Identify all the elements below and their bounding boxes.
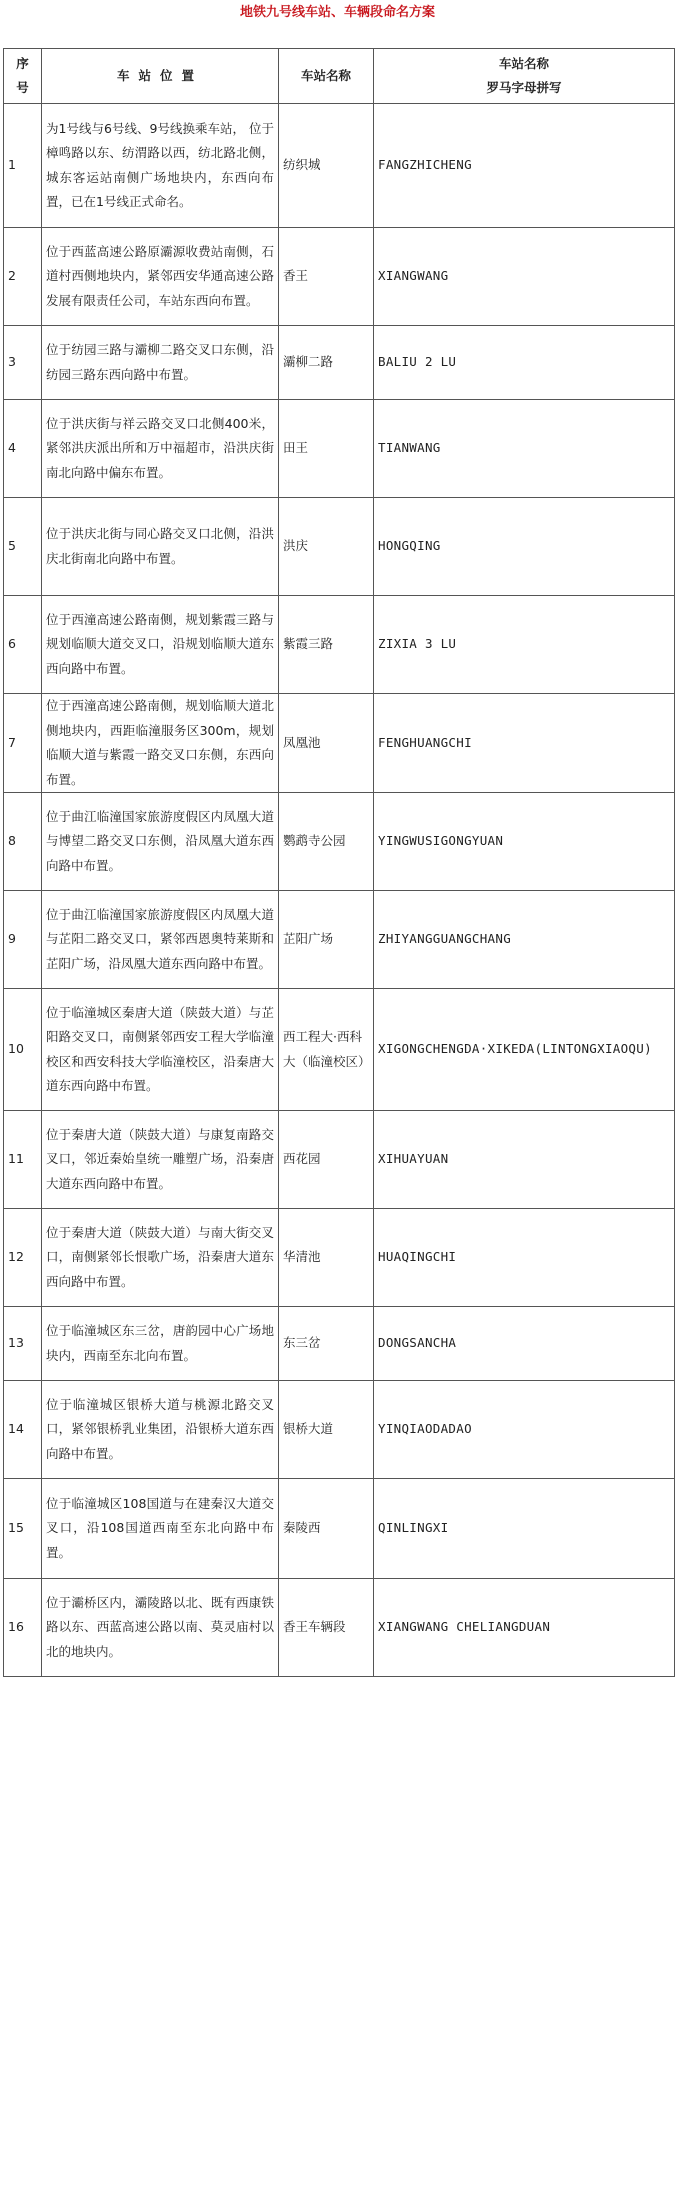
row-location: 位于曲江临潼国家旅游度假区内凤凰大道与芷阳二路交叉口，紧邻西恩奥特莱斯和芷阳广场，沿凤凰大道东西向路中布置。 (42, 891, 279, 989)
row-station-name: 凤凰池 (279, 694, 374, 793)
row-location: 位于西蓝高速公路原灞源收费站南侧，石道村西侧地块内，紧邻西安华通高速公路发展有限责任公司，车站东西向布置。 (42, 228, 279, 326)
row-number: 10 (4, 989, 42, 1111)
row-pinyin: BALIU 2 LU (374, 326, 675, 400)
row-number: 4 (4, 400, 42, 498)
table-row (4, 793, 675, 891)
row-pinyin: HUAQINGCHI (374, 1209, 675, 1307)
row-number: 5 (4, 498, 42, 596)
row-number: 6 (4, 596, 42, 694)
row-station-name: 紫霞三路 (279, 596, 374, 694)
row-location: 位于临潼城区银桥大道与桃源北路交叉口，紧邻银桥乳业集团，沿银桥大道东西向路中布置。 (42, 1381, 279, 1479)
row-station-name: 东三岔 (279, 1307, 374, 1381)
row-pinyin: FENGHUANGCHI (374, 694, 675, 793)
row-number: 8 (4, 793, 42, 891)
table-row (4, 1307, 675, 1381)
header-location-label: 车站位置 (116, 67, 203, 83)
row-station-name: 华清池 (279, 1209, 374, 1307)
row-number: 9 (4, 891, 42, 989)
row-location: 位于纺园三路与灞柳二路交叉口东侧，沿纺园三路东西向路中布置。 (42, 326, 279, 400)
row-number: 11 (4, 1111, 42, 1209)
row-pinyin: TIANWANG (374, 400, 675, 498)
row-location: 位于洪庆街与祥云路交叉口北侧400米，紧邻洪庆派出所和万中福超市，沿洪庆街南北向路中偏东布置。 (42, 400, 279, 498)
row-number: 2 (4, 228, 42, 326)
row-number: 14 (4, 1381, 42, 1479)
page-title: 地铁九号线车站、车辆段命名方案 (239, 5, 435, 20)
row-station-name: 鹦鹉寺公园 (279, 793, 374, 891)
row-pinyin: XIANGWANG (374, 228, 675, 326)
table-row (4, 1381, 675, 1479)
row-location: 位于临潼城区东三岔，唐韵园中心广场地块内，西南至东北向布置。 (42, 1307, 279, 1381)
row-station-name: 西工程大·西科大（临潼校区） (279, 989, 374, 1111)
table-row (4, 596, 675, 694)
header-serial-line2: 号 (16, 80, 29, 95)
row-number: 7 (4, 694, 42, 793)
table-row (4, 1479, 675, 1579)
row-pinyin: FANGZHICHENG (374, 104, 675, 228)
row-number: 16 (4, 1579, 42, 1677)
row-station-name: 秦陵西 (279, 1479, 374, 1579)
row-pinyin: XIGONGCHENGDA·XIKEDA(LINTONGXIAOQU) (374, 989, 675, 1111)
table-row (4, 400, 675, 498)
row-station-name: 香王 (279, 228, 374, 326)
row-station-name: 西花园 (279, 1111, 374, 1209)
row-pinyin: YINGWUSIGONGYUAN (374, 793, 675, 891)
row-location: 位于灞桥区内，灞陵路以北、既有西康铁路以东、西蓝高速公路以南、莫灵庙村以北的地块内。 (42, 1579, 279, 1677)
row-location: 为1号线与6号线、9号线换乘车站， 位于樟鸣路以东、纺渭路以西，纺北路北侧，城东客运站南侧广场地块内，东西向布置，已在1号线正式命名。 (42, 104, 279, 228)
table-row (4, 1209, 675, 1307)
row-number: 3 (4, 326, 42, 400)
row-pinyin: HONGQING (374, 498, 675, 596)
table-row (4, 989, 675, 1111)
header-location (42, 49, 279, 104)
table-row (4, 891, 675, 989)
row-number: 15 (4, 1479, 42, 1579)
row-location: 位于秦唐大道（陕鼓大道）与康复南路交叉口，邻近秦始皇统一雕塑广场，沿秦唐大道东西向路中布置。 (42, 1111, 279, 1209)
table-row (4, 498, 675, 596)
table-header-row (4, 49, 675, 104)
row-station-name: 芷阳广场 (279, 891, 374, 989)
header-station-name: 车站名称 (279, 49, 374, 104)
row-pinyin: DONGSANCHA (374, 1307, 675, 1381)
row-location: 位于洪庆北街与同心路交叉口北侧，沿洪庆北街南北向路中布置。 (42, 498, 279, 596)
table-row (4, 1579, 675, 1677)
header-romanized-line2: 罗马字母拼写 (486, 80, 562, 95)
row-location: 位于西潼高速公路南侧，规划临顺大道北侧地块内，西距临潼服务区300m，规划临顺大道与紫霞一路交叉口东侧，东西向布置。 (42, 694, 279, 793)
station-naming-table (3, 48, 675, 1677)
row-pinyin: YINQIAODADAO (374, 1381, 675, 1479)
row-station-name: 纺织城 (279, 104, 374, 228)
row-station-name: 灞柳二路 (279, 326, 374, 400)
table-row (4, 104, 675, 228)
header-serial-number (4, 49, 42, 104)
table-row (4, 694, 675, 793)
row-location: 位于临潼城区秦唐大道（陕鼓大道）与芷阳路交叉口，南侧紧邻西安工程大学临潼校区和西安科技大学临潼校区，沿秦唐大道东西向路中布置。 (42, 989, 279, 1111)
row-location: 位于秦唐大道（陕鼓大道）与南大街交叉口，南侧紧邻长恨歌广场，沿秦唐大道东西向路中布置。 (42, 1209, 279, 1307)
table-row (4, 228, 675, 326)
row-pinyin: ZIXIA 3 LU (374, 596, 675, 694)
row-pinyin: QINLINGXI (374, 1479, 675, 1579)
header-romanized-line1: 车站名称 (498, 55, 549, 71)
header-serial-line1: 序 (16, 55, 29, 71)
row-station-name: 银桥大道 (279, 1381, 374, 1479)
row-number: 1 (4, 104, 42, 228)
row-pinyin: ZHIYANGGUANGCHANG (374, 891, 675, 989)
row-station-name: 洪庆 (279, 498, 374, 596)
row-location: 位于曲江临潼国家旅游度假区内凤凰大道与博望二路交叉口东侧，沿凤凰大道东西向路中布置。 (42, 793, 279, 891)
table-row (4, 326, 675, 400)
row-number: 13 (4, 1307, 42, 1381)
header-romanized (374, 49, 675, 104)
row-station-name: 香王车辆段 (279, 1579, 374, 1677)
row-number: 12 (4, 1209, 42, 1307)
row-pinyin: XIHUAYUAN (374, 1111, 675, 1209)
row-location: 位于西潼高速公路南侧，规划紫霞三路与规划临顺大道交叉口，沿规划临顺大道东西向路中布置。 (42, 596, 279, 694)
row-pinyin: XIANGWANG CHELIANGDUAN (374, 1579, 675, 1677)
row-location: 位于临潼城区108国道与在建秦汉大道交叉口，沿108国道西南至东北向路中布置。 (42, 1479, 279, 1579)
row-station-name: 田王 (279, 400, 374, 498)
table-row (4, 1111, 675, 1209)
